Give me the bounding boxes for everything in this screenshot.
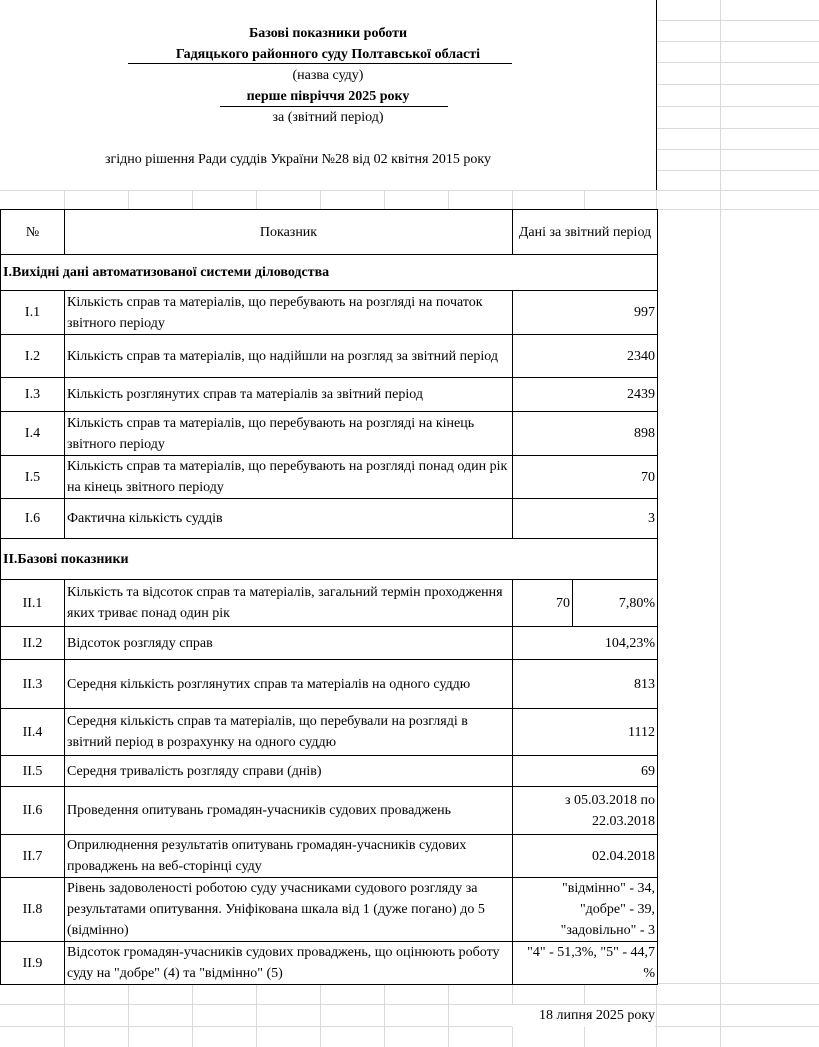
row-number: I.6	[1, 499, 65, 539]
row-label: Кількість розглянутих справ та матеріалів за звітний період	[65, 378, 513, 412]
row-value: 3	[513, 499, 658, 539]
row-label: Проведення опитувань громадян-учасників судових проваджень	[65, 787, 513, 835]
row-label: Оприлюднення результатів опитувань громадян-учасників судових проваджень на веб-сторінці суду	[65, 835, 513, 878]
row-value: з 05.03.2018 по 22.03.2018	[513, 787, 658, 835]
row-value: 2340	[513, 335, 658, 378]
row-label: Кількість справ та матеріалів, що перебувають на розгляді понад один рік на кінець звітного періоду	[65, 456, 513, 499]
row-number: I.2	[1, 335, 65, 378]
row-number: II.3	[1, 660, 65, 709]
row-number: II.7	[1, 835, 65, 878]
row-value: 2439	[513, 378, 658, 412]
row-number: I.4	[1, 412, 65, 456]
row-label: Середня кількість справ та матеріалів, що перебували на розгляді в звітний період в розрахунку на одного суддю	[65, 709, 513, 756]
table-row	[1, 335, 658, 378]
court-name: Гадяцького районного суду Полтавської області	[175, 47, 481, 62]
report-title: Базові показники роботи	[248, 26, 408, 41]
table-row	[1, 660, 658, 709]
row-number: II.1	[1, 580, 65, 627]
row-label: Кількість справ та матеріалів, що перебувають на розгляді на кінець звітного періоду	[65, 412, 513, 456]
table-header-row	[1, 210, 658, 255]
row-label: Середня кількість розглянутих справ та матеріалів на одного суддю	[65, 660, 513, 709]
row-value: 997	[513, 291, 658, 335]
table-row	[1, 378, 658, 412]
row-value: 70	[513, 456, 658, 499]
table-row	[1, 942, 658, 985]
row-value: "відмінно" - 34, "добре" - 39, "задовільно" - 3	[513, 878, 658, 942]
row-number: II.4	[1, 709, 65, 756]
indicators-table	[0, 209, 658, 985]
table-row	[1, 627, 658, 660]
column-header-data: Дані за звітний період	[513, 210, 658, 255]
report-period-underline	[220, 106, 448, 107]
row-label: Середня тривалість розгляду справи (днів)	[65, 756, 513, 787]
column-header-indicator: Показник	[65, 210, 513, 255]
row-label: Рівень задоволеності роботою суду учасниками судового розгляду за результатами опитування. Уніфікована шкала від 1 (дуже погано) до 5 (відмінно)	[65, 878, 513, 942]
report-period-caption: за (звітний період)	[272, 110, 384, 125]
report-date: 18 липня 2025 року	[512, 1005, 655, 1027]
row-label: Кількість справ та матеріалів, що перебувають на розгляді на початок звітного періоду	[65, 291, 513, 335]
decision-reference: згідно рішення Ради суддів України №28 від 02 квітня 2015 року	[104, 152, 492, 167]
row-label: Кількість справ та матеріалів, що надійшли на розгляд за звітний період	[65, 335, 513, 378]
table-row	[1, 756, 658, 787]
row-number: II.8	[1, 878, 65, 942]
row-label: Відсоток розгляду справ	[65, 627, 513, 660]
court-name-caption: (назва суду)	[292, 68, 364, 83]
row-number: II.6	[1, 787, 65, 835]
table-row	[1, 456, 658, 499]
row-value: 898	[513, 412, 658, 456]
table-row	[1, 787, 658, 835]
row-label: Кількість та відсоток справ та матеріалів, загальний термін проходження яких триває понад один рік	[65, 580, 513, 627]
row-value: 104,23%	[513, 627, 658, 660]
row-label: Відсоток громадян-учасників судових проваджень, що оцінюють роботу суду на "добре" (4) та "відмінно" (5)	[65, 942, 513, 985]
row-value: 69	[513, 756, 658, 787]
row-number: II.2	[1, 627, 65, 660]
section-row	[1, 539, 658, 580]
table-row	[1, 291, 658, 335]
table-row	[1, 835, 658, 878]
row-value: 02.04.2018	[513, 835, 658, 878]
section-row	[1, 255, 658, 291]
row-value: "4" - 51,3%, "5" - 44,7 %	[513, 942, 658, 985]
table-row	[1, 580, 658, 627]
row-number: II.9	[1, 942, 65, 985]
table-row	[1, 412, 658, 456]
row-value: 813	[513, 660, 658, 709]
table-row	[1, 499, 658, 539]
report-header	[0, 0, 657, 190]
column-header-number: №	[1, 210, 65, 255]
row-value: 1112	[513, 709, 658, 756]
court-name-underline	[128, 63, 512, 64]
section-title: II.Базові показники	[1, 539, 658, 580]
row-percent: 7,80%	[573, 580, 658, 627]
row-number: I.3	[1, 378, 65, 412]
report-period: перше півріччя 2025 року	[246, 89, 410, 104]
table-row	[1, 709, 658, 756]
row-number: II.5	[1, 756, 65, 787]
section-title: I.Вихідні дані автоматизованої системи діловодства	[1, 255, 658, 291]
row-number: I.5	[1, 456, 65, 499]
row-number: I.1	[1, 291, 65, 335]
table-row	[1, 878, 658, 942]
row-label: Фактична кількість суддів	[65, 499, 513, 539]
row-count: 70	[513, 580, 573, 627]
